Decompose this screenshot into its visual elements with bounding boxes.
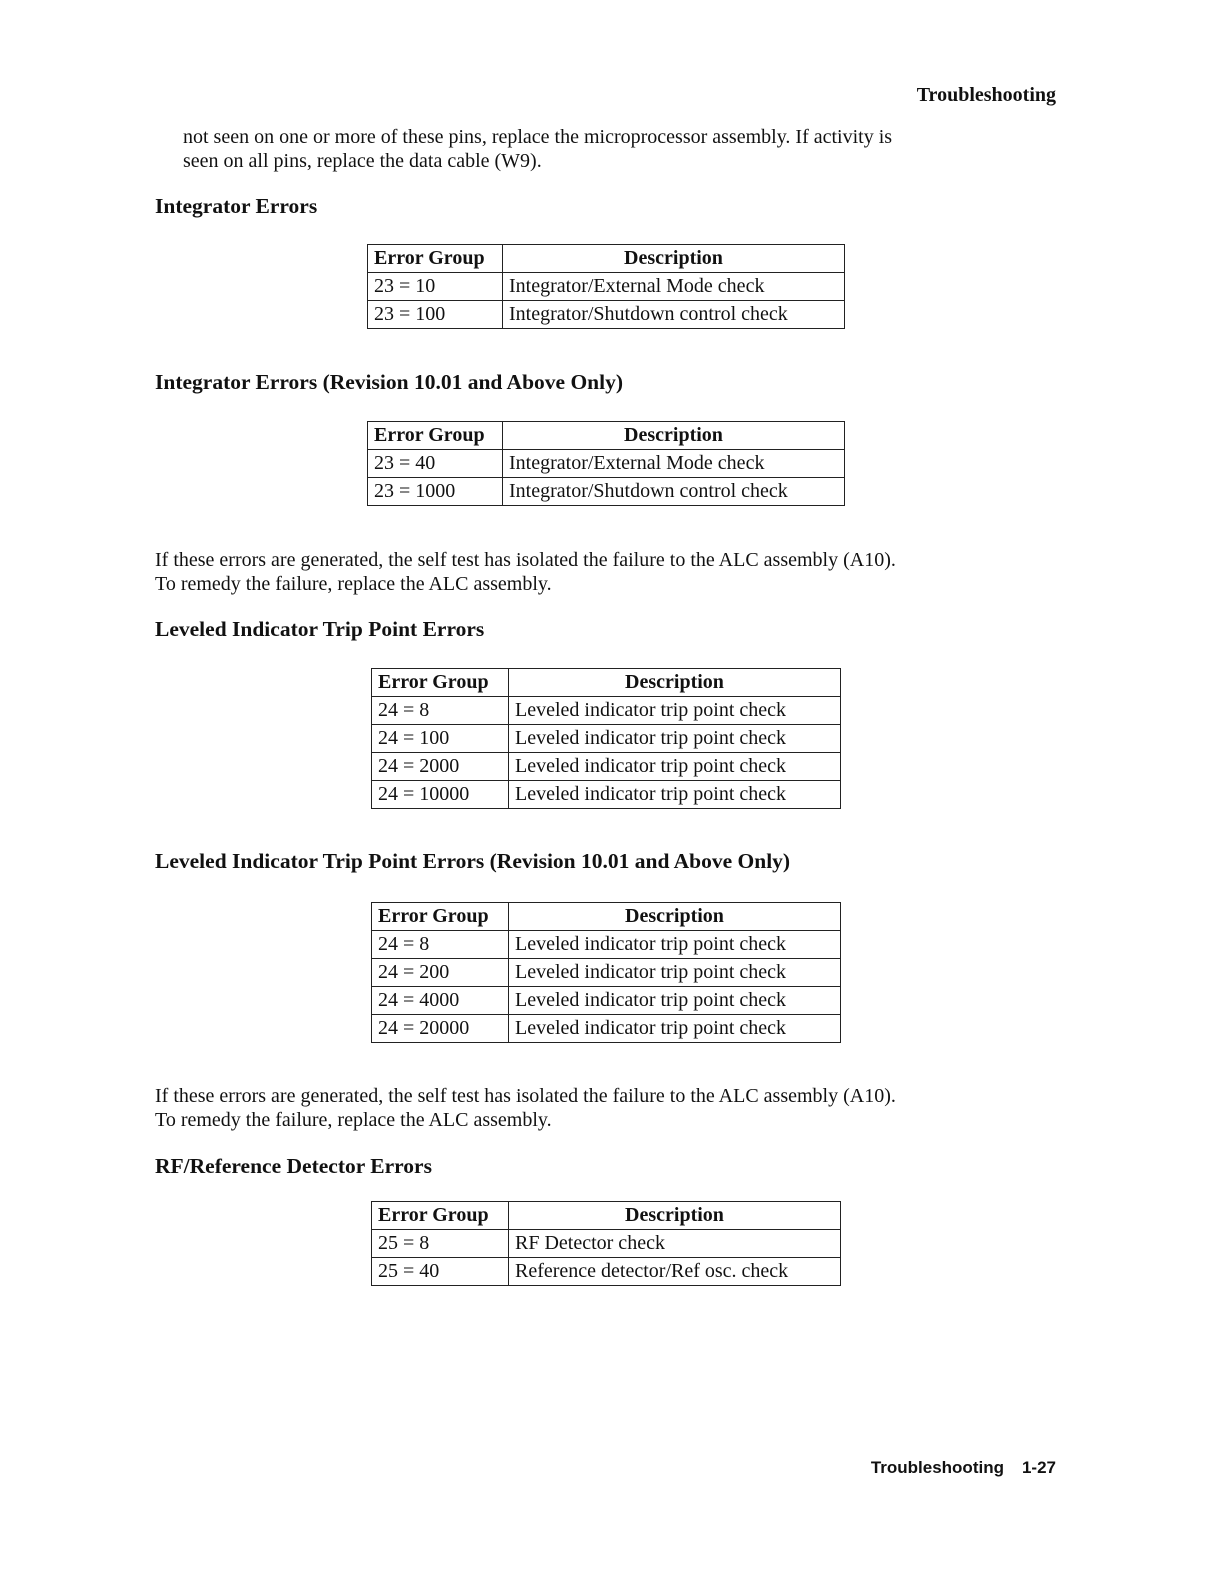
error-group-cell: 23 = 10 <box>368 273 503 301</box>
description-cell: Leveled indicator trip point check <box>509 959 841 987</box>
description-cell: Integrator/Shutdown control check <box>503 301 845 329</box>
table-row <box>372 697 841 725</box>
error-table <box>367 421 845 506</box>
description-cell: Integrator/External Mode check <box>503 273 845 301</box>
column-header-error-group: Error Group <box>368 245 503 273</box>
remedy-paragraph <box>155 1084 896 1132</box>
table-row <box>372 987 841 1015</box>
table-row <box>372 959 841 987</box>
error-group-cell: 25 = 40 <box>372 1258 509 1286</box>
table-row <box>372 1230 841 1258</box>
error-group-cell: 24 = 8 <box>372 931 509 959</box>
error-table <box>371 1201 841 1286</box>
description-cell: Leveled indicator trip point check <box>509 753 841 781</box>
error-group-cell: 24 = 10000 <box>372 781 509 809</box>
description-cell: Leveled indicator trip point check <box>509 931 841 959</box>
table-header-row <box>372 669 841 697</box>
column-header-description: Description <box>509 1202 841 1230</box>
error-group-cell: 24 = 20000 <box>372 1015 509 1043</box>
description-cell: Reference detector/Ref osc. check <box>509 1258 841 1286</box>
table-header-row <box>372 1202 841 1230</box>
section-heading: Leveled Indicator Trip Point Errors (Revision 10.01 and Above Only) <box>155 849 791 873</box>
table-header-row <box>368 422 845 450</box>
error-group-cell: 23 = 1000 <box>368 478 503 506</box>
error-table <box>371 902 841 1043</box>
remedy-line: To remedy the failure, replace the ALC assembly. <box>155 1109 552 1131</box>
column-header-error-group: Error Group <box>372 903 509 931</box>
page-footer <box>0 1458 1056 1478</box>
remedy-line: To remedy the failure, replace the ALC assembly. <box>155 573 552 595</box>
intro-line: not seen on one or more of these pins, replace the microprocessor assembly. If activity is <box>183 126 893 148</box>
error-group-cell: 24 = 4000 <box>372 987 509 1015</box>
error-group-cell: 23 = 100 <box>368 301 503 329</box>
description-cell: Integrator/Shutdown control check <box>503 478 845 506</box>
section-heading: Integrator Errors (Revision 10.01 and Above Only) <box>155 370 624 394</box>
error-group-cell: 24 = 2000 <box>372 753 509 781</box>
column-header-description: Description <box>509 903 841 931</box>
table-row <box>368 450 845 478</box>
table-row <box>368 301 845 329</box>
description-cell: Leveled indicator trip point check <box>509 781 841 809</box>
error-table <box>367 244 845 329</box>
column-header-error-group: Error Group <box>372 669 509 697</box>
error-group-cell: 23 = 40 <box>368 450 503 478</box>
description-cell: Leveled indicator trip point check <box>509 1015 841 1043</box>
table-row <box>368 273 845 301</box>
error-group-cell: 24 = 200 <box>372 959 509 987</box>
intro-paragraph <box>183 125 892 173</box>
description-cell: Leveled indicator trip point check <box>509 725 841 753</box>
table-row <box>372 725 841 753</box>
description-cell: Integrator/External Mode check <box>503 450 845 478</box>
error-group-cell: 24 = 100 <box>372 725 509 753</box>
column-header-description: Description <box>509 669 841 697</box>
remedy-line: If these errors are generated, the self test has isolated the failure to the ALC assembly (A10). <box>155 549 896 571</box>
table-header-row <box>372 903 841 931</box>
table-row <box>372 781 841 809</box>
table-header-row <box>368 245 845 273</box>
column-header-error-group: Error Group <box>372 1202 509 1230</box>
section-heading: RF/Reference Detector Errors <box>155 1154 432 1178</box>
error-group-cell: 24 = 8 <box>372 697 509 725</box>
error-group-cell: 25 = 8 <box>372 1230 509 1258</box>
section-heading: Leveled Indicator Trip Point Errors <box>155 617 485 641</box>
footer-section-title: Troubleshooting <box>870 1458 1004 1477</box>
description-cell: RF Detector check <box>509 1230 841 1258</box>
table-row <box>372 1015 841 1043</box>
page-number: 1-27 <box>1021 1458 1056 1477</box>
description-cell: Leveled indicator trip point check <box>509 987 841 1015</box>
table-row <box>372 1258 841 1286</box>
remedy-line: If these errors are generated, the self test has isolated the failure to the ALC assembly (A10). <box>155 1085 896 1107</box>
error-table <box>371 668 841 809</box>
intro-line: seen on all pins, replace the data cable (W9). <box>183 150 542 172</box>
column-header-description: Description <box>503 245 845 273</box>
column-header-description: Description <box>503 422 845 450</box>
description-cell: Leveled indicator trip point check <box>509 697 841 725</box>
running-head: Troubleshooting <box>916 84 1056 106</box>
remedy-paragraph <box>155 548 896 596</box>
table-row <box>372 931 841 959</box>
section-heading: Integrator Errors <box>155 194 318 218</box>
table-row <box>368 478 845 506</box>
table-row <box>372 753 841 781</box>
column-header-error-group: Error Group <box>368 422 503 450</box>
